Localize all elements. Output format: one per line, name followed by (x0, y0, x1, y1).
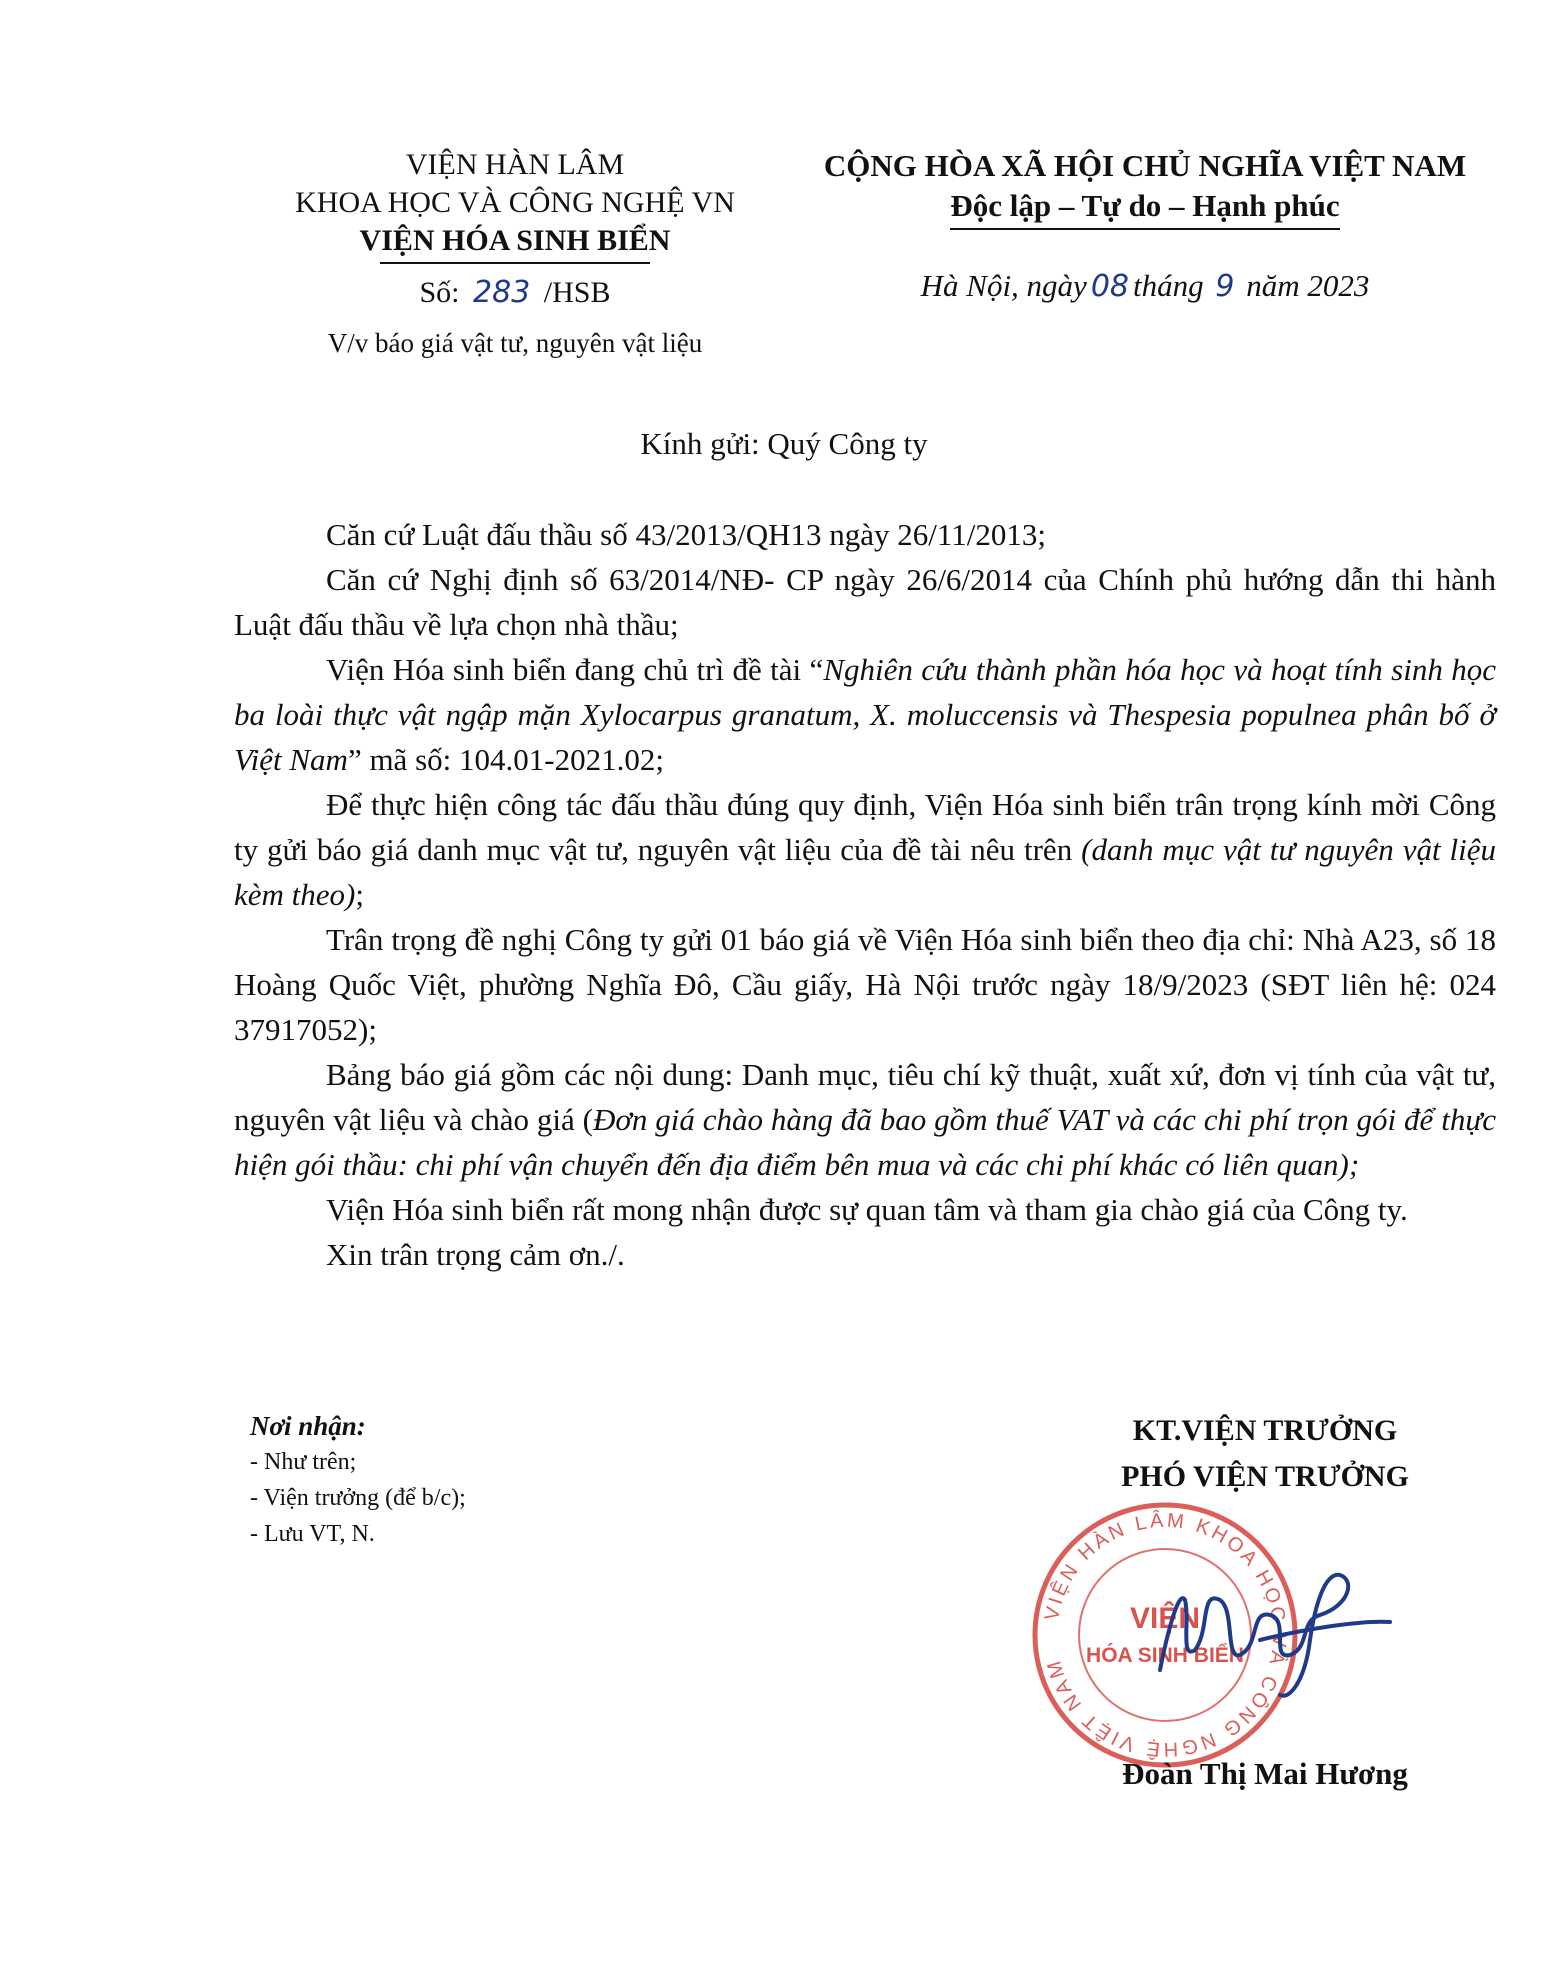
signature-block (1020, 1408, 1510, 1500)
number-suffix: /HSB (543, 276, 611, 309)
paragraph-legal-basis-1: Căn cứ Luật đấu thầu số 43/2013/QH13 ngày 26/11/2013; (326, 517, 1046, 552)
handwritten-month: 9 (1215, 269, 1235, 304)
seal-outer-text: VIỆN HÀN LÂM KHOA HỌC VÀ CÔNG NGHỆ VIỆT NAM (1040, 1509, 1291, 1761)
date-place: Hà Nội, ngày (920, 268, 1087, 303)
project-intro: Viện Hóa sinh biển đang chủ trì đề tài “ (326, 652, 824, 687)
seal-center-line-1: VIỆN (1129, 1602, 1201, 1635)
letter-body (234, 512, 1496, 1277)
number-prefix: Số: (419, 276, 460, 309)
handwritten-signature (1140, 1560, 1400, 1710)
date-year: năm 2023 (1246, 268, 1370, 303)
handwritten-number: 283 (473, 275, 531, 310)
paragraph-invitation (234, 782, 1496, 917)
recipient-item: - Như trên; (250, 1449, 357, 1475)
quote-content-text: Bảng báo giá gồm các nội dung: Danh mục, tiêu chí kỹ thuật, xuất xứ, đơn vị tính của vật tư, nguyên vật liệu và chào giá ( (234, 1057, 1496, 1137)
document-subject: V/v báo giá vật tư, nguyên vật liệu (327, 328, 703, 358)
document-date (800, 266, 1490, 307)
recipient-item: - Lưu VT, N. (250, 1521, 375, 1547)
issuer-header (250, 146, 780, 362)
date-month-label: tháng (1133, 268, 1204, 303)
issuer-line-1: VIỆN HÀN LÂM (405, 148, 625, 181)
seal-center-line-2: HÓA SINH BIỂN (1086, 1644, 1244, 1667)
invitation-attachment-note: (danh mục vật tư nguyên vật liệu kèm theo) (234, 832, 1496, 912)
country-name: CỘNG HÒA XÃ HỘI CHỦ NGHĨA VIỆT NAM (823, 148, 1467, 183)
paragraph-closing: Viện Hóa sinh biển rất mong nhận được sự quan tâm và tham gia chào giá của Công ty. (326, 1192, 1408, 1227)
issuer-name: VIỆN HÓA SINH BIỂN (359, 224, 671, 257)
document-number (250, 274, 780, 312)
recipients-title: Nơi nhận: (250, 1411, 366, 1441)
invitation-text: Để thực hiện công tác đấu thầu đúng quy định, Viện Hóa sinh biển trân trọng kính mời Công ty gửi báo giá danh mục vật tư, nguyên vật liệu của đề tài nêu trên (234, 787, 1496, 867)
paragraph-project (234, 647, 1496, 782)
handwritten-day: 08 (1090, 269, 1129, 304)
invitation-end: ; (355, 877, 364, 912)
signer-title: PHÓ VIỆN TRƯỞNG (1121, 1460, 1409, 1493)
paragraph-quote-content (234, 1052, 1496, 1187)
national-motto: Độc lập – Tự do – Hạnh phúc (950, 186, 1339, 230)
quote-price-note: Đơn giá chào hàng đã bao gồm thuế VAT và các chi phí trọn gói để thực hiện gói thầu: chi phí vận chuyển đến địa điểm bên mua và các chi phí khác có liên quan); (234, 1102, 1496, 1182)
signer-name: Đoàn Thị Mai Hương (1122, 1756, 1408, 1791)
paragraph-address: Trân trọng đề nghị Công ty gửi 01 báo giá về Viện Hóa sinh biển theo địa chỉ: Nhà A23, số 18 Hoàng Quốc Việt, phường Nghĩa Đô, Cầu giấy, Hà Nội trước ngày 18/9/2023 (SĐT liên hệ: 024 37917052); (234, 922, 1496, 1047)
issuer-underline (380, 262, 650, 264)
project-title: Nghiên cứu thành phần hóa học và hoạt tính sinh học ba loài thực vật ngập mặn Xylocarpus granatum, X. moluccensis và Thespesia populnea phân bố ở Việt Nam (234, 652, 1496, 777)
signer-authority: KT.VIỆN TRƯỞNG (1132, 1414, 1398, 1447)
paragraph-legal-basis-2: Căn cứ Nghị định số 63/2014/NĐ- CP ngày 26/6/2014 của Chính phủ hướng dẫn thi hành Luật đấu thầu về lựa chọn nhà thầu; (234, 562, 1496, 642)
project-code: ” mã số: 104.01-2021.02; (347, 742, 664, 777)
issuer-line-2: KHOA HỌC VÀ CÔNG NGHỆ VN (295, 186, 735, 219)
recipients-block (250, 1408, 670, 1552)
salutation: Kính gửi: Quý Công ty (640, 426, 928, 461)
national-header (800, 146, 1490, 307)
paragraph-thanks: Xin trân trọng cảm ơn./. (326, 1237, 625, 1272)
recipient-item: - Viện trưởng (để b/c); (250, 1485, 466, 1511)
